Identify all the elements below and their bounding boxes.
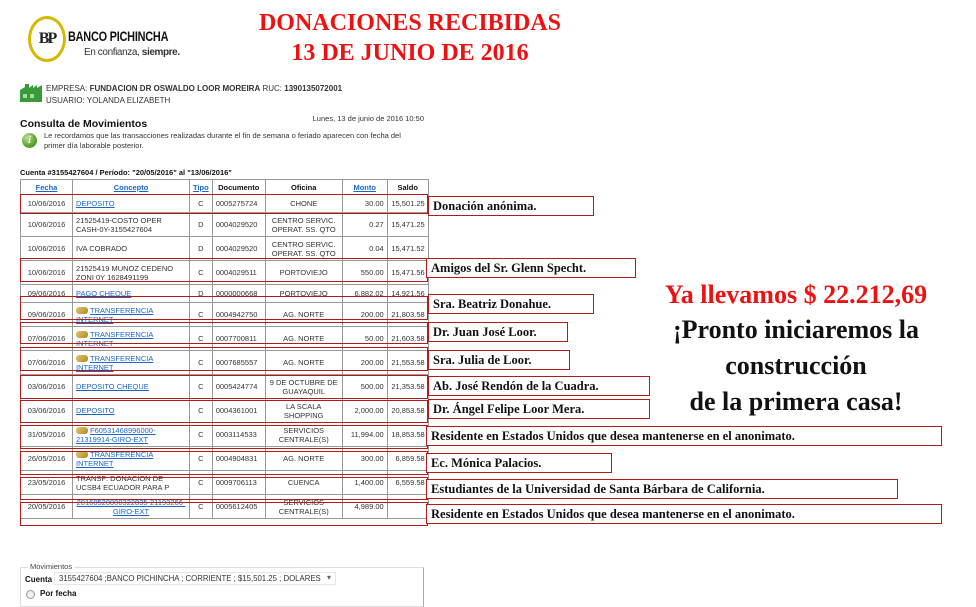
cell-tipo: C bbox=[190, 303, 213, 327]
transfer-icon bbox=[76, 307, 88, 314]
cell-monto: 6,882.02 bbox=[342, 285, 387, 303]
cell-tipo: C bbox=[190, 261, 213, 285]
cell-documento: 0000000668 bbox=[212, 285, 265, 303]
company-building-icon bbox=[20, 82, 42, 102]
cell-fecha: 31/05/2016 bbox=[21, 423, 73, 447]
movements-table bbox=[20, 179, 429, 519]
cell-documento: 0007700811 bbox=[212, 327, 265, 351]
donor-note: Sra. Beatriz Donahue. bbox=[428, 294, 594, 314]
cell-tipo: C bbox=[190, 447, 213, 471]
cell-tipo: C bbox=[190, 327, 213, 351]
por-fecha-label: Por fecha bbox=[40, 589, 77, 598]
table-row bbox=[21, 285, 429, 303]
cell-documento: 0007685557 bbox=[212, 351, 265, 375]
cell-monto: 0.04 bbox=[342, 237, 387, 261]
empresa-info: EMPRESA: FUNDACION DR OSWALDO LOOR MOREIRA RUC: 1390135072001 bbox=[46, 84, 343, 93]
cell-monto: 500.00 bbox=[342, 375, 387, 399]
cell-documento: 0003114533 bbox=[212, 423, 265, 447]
transfer-icon bbox=[76, 427, 88, 434]
cell-monto: 50.00 bbox=[342, 327, 387, 351]
message-line: ¡Pronto iniciaremos la bbox=[672, 315, 919, 344]
cell-tipo: C bbox=[190, 423, 213, 447]
donor-note: Ec. Mónica Palacios. bbox=[426, 453, 612, 473]
datetime: Lunes, 13 de junio de 2016 10:50 bbox=[312, 114, 424, 123]
cell-documento: 0005612405 bbox=[212, 495, 265, 519]
cell-saldo bbox=[387, 495, 428, 519]
table-row bbox=[21, 237, 429, 261]
cell-documento: 0005275724 bbox=[212, 195, 265, 213]
donor-note: Residente en Estados Unidos que desea mantenerse en el anonimato. bbox=[426, 504, 942, 524]
concepto-link[interactable]: TRANSFERENCIA INTERNET bbox=[76, 329, 154, 348]
cell-monto: 300.00 bbox=[342, 447, 387, 471]
usuario-info: USUARIO: YOLANDA ELIZABETH bbox=[46, 96, 171, 105]
cell-monto: 200.00 bbox=[342, 351, 387, 375]
cell-documento: 0004904831 bbox=[212, 447, 265, 471]
transfer-icon bbox=[76, 331, 88, 338]
cell-oficina: PORTOVIEJO bbox=[265, 261, 342, 285]
table-row bbox=[21, 471, 429, 495]
cell-fecha: 03/06/2016 bbox=[21, 399, 73, 423]
cell-saldo: 15,501.25 bbox=[387, 195, 428, 213]
cell-saldo: 6,559.58 bbox=[387, 471, 428, 495]
cell-documento: 0004029520 bbox=[212, 237, 265, 261]
donor-note: Sra. Julia de Loor. bbox=[428, 350, 570, 370]
bank-name: BANCO PICHINCHA bbox=[68, 28, 169, 44]
concepto-link[interactable]: TRANSFERENCIA INTERNET bbox=[76, 353, 154, 372]
concepto-link[interactable]: DEPOSITO bbox=[76, 199, 115, 208]
concepto-link[interactable]: F60531468996000-21319914-GIRO-EXT bbox=[76, 425, 156, 444]
cell-fecha: 07/06/2016 bbox=[21, 327, 73, 351]
cell-saldo: 15,471.56 bbox=[387, 261, 428, 285]
donor-note: Amigos del Sr. Glenn Specht. bbox=[426, 258, 636, 278]
cuenta-label: Cuenta bbox=[25, 575, 53, 584]
cell-fecha: 10/06/2016 bbox=[21, 261, 73, 285]
cell-monto: 1,400.00 bbox=[342, 471, 387, 495]
cell-saldo: 15,471.52 bbox=[387, 237, 428, 261]
por-fecha-radio[interactable] bbox=[26, 590, 35, 599]
cell-monto: 550.00 bbox=[342, 261, 387, 285]
sort-fecha-link[interactable]: Fecha bbox=[35, 182, 58, 192]
cell-tipo: C bbox=[190, 495, 213, 519]
concepto-link[interactable]: 20160520000322835-21193266-GIRO-EXT bbox=[76, 497, 186, 516]
cell-concepto: 21525419 MUNOZ CEDENO ZONI 0Y 1628491199 bbox=[73, 261, 190, 285]
sort-concepto-link[interactable]: Concepto bbox=[113, 182, 149, 192]
table-row bbox=[21, 399, 429, 423]
cell-fecha: 26/05/2016 bbox=[21, 447, 73, 471]
cell-saldo: 21,553.58 bbox=[387, 351, 428, 375]
cell-fecha: 23/05/2016 bbox=[21, 471, 73, 495]
col-oficina: Oficina bbox=[265, 180, 342, 195]
cell-fecha: 09/06/2016 bbox=[21, 303, 73, 327]
cell-oficina: AG. NORTE bbox=[265, 447, 342, 471]
cell-documento: 0004029511 bbox=[212, 261, 265, 285]
cell-saldo: 18,853.58 bbox=[387, 423, 428, 447]
chevron-down-icon: ▾ bbox=[326, 573, 331, 582]
cell-oficina: LA SCALA SHOPPING bbox=[265, 399, 342, 423]
cell-concepto: IVA COBRADO bbox=[73, 237, 190, 261]
cell-fecha: 03/06/2016 bbox=[21, 375, 73, 399]
table-row bbox=[21, 195, 429, 213]
table-row bbox=[21, 303, 429, 327]
cell-tipo: C bbox=[190, 375, 213, 399]
cell-oficina: 9 DE OCTUBRE DE GUAYAQUIL bbox=[265, 375, 342, 399]
donor-note: Ab. José Rendón de la Cuadra. bbox=[428, 376, 650, 396]
total-amount-message: Ya llevamos $ 22.212,69 bbox=[664, 280, 928, 309]
cell-saldo: 21,603.58 bbox=[387, 327, 428, 351]
cell-fecha: 10/06/2016 bbox=[21, 237, 73, 261]
cell-fecha: 10/06/2016 bbox=[21, 213, 73, 237]
cell-oficina: AG. NORTE bbox=[265, 303, 342, 327]
transfer-icon bbox=[76, 451, 88, 458]
cell-fecha: 10/06/2016 bbox=[21, 195, 73, 213]
cell-oficina: SERVICIOS CENTRALE(S) bbox=[265, 423, 342, 447]
cell-documento: 0004942750 bbox=[212, 303, 265, 327]
col-saldo: Saldo bbox=[387, 180, 428, 195]
cell-concepto: TRANSF: DONACION DE UCSB4 ECUADOR PARA P bbox=[73, 471, 190, 495]
cell-fecha: 20/05/2016 bbox=[21, 495, 73, 519]
cell-tipo: C bbox=[190, 471, 213, 495]
fieldset-legend: Movimientos bbox=[30, 562, 73, 571]
donor-note: Dr. Juan José Loor. bbox=[428, 322, 568, 342]
transfer-icon bbox=[76, 355, 88, 362]
cell-oficina: CUENCA bbox=[265, 471, 342, 495]
cell-oficina: PORTOVIEJO bbox=[265, 285, 342, 303]
table-row bbox=[21, 351, 429, 375]
message-line: construcción bbox=[725, 351, 867, 380]
concepto-link[interactable]: TRANSFERENCIA INTERNET bbox=[76, 305, 154, 324]
cell-saldo: 14,921.56 bbox=[387, 285, 428, 303]
info-notice: Le recordamos que las transacciones realizadas durante el fin de semana o feriado aparecen con fecha del primer día laborable posterior. bbox=[44, 131, 401, 150]
donor-note: Donación anónima. bbox=[428, 196, 594, 216]
cell-tipo: D bbox=[190, 237, 213, 261]
cell-saldo: 15,471.25 bbox=[387, 213, 428, 237]
banco-pichincha-logo bbox=[28, 16, 180, 66]
sort-monto-link[interactable]: Monto bbox=[353, 182, 376, 192]
cell-documento: 0004029520 bbox=[212, 213, 265, 237]
cuenta-select[interactable]: 3155427604 ;BANCO PICHINCHA ; CORRIENTE ; $15,501.25 ; DOLARES ▾ bbox=[54, 572, 336, 585]
bank-tagline: En confianza, siempre. bbox=[84, 47, 180, 58]
col-documento: Documento bbox=[212, 180, 265, 195]
section-title: Consulta de Movimientos bbox=[20, 118, 148, 130]
cell-monto: 4,989.00 bbox=[342, 495, 387, 519]
cell-monto: 11,994.00 bbox=[342, 423, 387, 447]
page-title: DONACIONES RECIBIDAS 13 DE JUNIO DE 2016 bbox=[258, 10, 562, 66]
donor-note: Residente en Estados Unidos que desea mantenerse en el anonimato. bbox=[426, 426, 942, 446]
cell-oficina: SERVICIOS CENTRALE(S) bbox=[265, 495, 342, 519]
account-period: Cuenta #3155427604 / Período: "20/05/2016" al "13/06/2016" bbox=[20, 168, 232, 177]
cell-documento: 0009706113 bbox=[212, 471, 265, 495]
donor-note: Dr. Ángel Felipe Loor Mera. bbox=[428, 399, 650, 419]
cell-monto: 200.00 bbox=[342, 303, 387, 327]
table-row bbox=[21, 261, 429, 285]
message-line: de la primera casa! bbox=[689, 387, 903, 416]
table-row bbox=[21, 423, 429, 447]
cell-tipo: D bbox=[190, 285, 213, 303]
cell-monto: 30.00 bbox=[342, 195, 387, 213]
cell-tipo: C bbox=[190, 399, 213, 423]
cell-monto: 0.27 bbox=[342, 213, 387, 237]
cell-saldo: 20,853.58 bbox=[387, 399, 428, 423]
cell-oficina: CHONE bbox=[265, 195, 342, 213]
table-row bbox=[21, 327, 429, 351]
concepto-link[interactable]: DEPOSITO bbox=[76, 406, 115, 415]
cell-oficina: AG. NORTE bbox=[265, 351, 342, 375]
table-row bbox=[21, 213, 429, 237]
info-icon: i bbox=[22, 133, 37, 148]
cell-fecha: 09/06/2016 bbox=[21, 285, 73, 303]
cell-oficina: AG. NORTE bbox=[265, 327, 342, 351]
sort-tipo-link[interactable]: Tipo bbox=[193, 182, 209, 192]
cell-concepto: 21525419-COSTO OPER CASH-0Y-3155427604 bbox=[73, 213, 190, 237]
cell-saldo: 21,353.58 bbox=[387, 375, 428, 399]
cell-saldo: 6,859.58 bbox=[387, 447, 428, 471]
table-row bbox=[21, 375, 429, 399]
bank-emblem-icon: BP bbox=[28, 16, 66, 62]
donor-note: Estudiantes de la Universidad de Santa Bárbara de California. bbox=[426, 479, 898, 499]
cell-monto: 2,000.00 bbox=[342, 399, 387, 423]
cell-tipo: D bbox=[190, 213, 213, 237]
cell-oficina: CENTRO SERVIC. OPERAT. SS. QTO bbox=[265, 213, 342, 237]
table-row bbox=[21, 495, 429, 519]
cell-documento: 0005424774 bbox=[212, 375, 265, 399]
cell-oficina: CENTRO SERVIC. OPERAT. SS. QTO bbox=[265, 237, 342, 261]
cell-tipo: C bbox=[190, 195, 213, 213]
cell-saldo: 21,803.58 bbox=[387, 303, 428, 327]
table-row bbox=[21, 447, 429, 471]
concepto-link[interactable]: PAGO CHEQUE bbox=[76, 289, 132, 298]
cell-fecha: 07/06/2016 bbox=[21, 351, 73, 375]
concepto-link[interactable]: TRANSFERENCIA INTERNET bbox=[76, 449, 154, 468]
cell-tipo: C bbox=[190, 351, 213, 375]
cell-documento: 0004361001 bbox=[212, 399, 265, 423]
table-header-row bbox=[21, 180, 429, 195]
concepto-link[interactable]: DEPOSITO CHEQUE bbox=[76, 382, 149, 391]
